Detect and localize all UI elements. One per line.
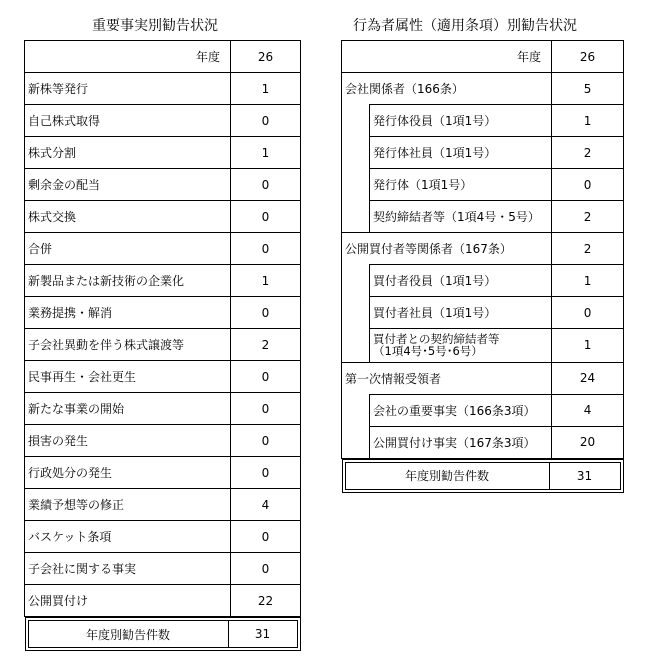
row-value: 0 (231, 201, 301, 233)
row-label: 自己株式取得 (25, 105, 231, 137)
left-table-title: 重要事実別勧告状況 (92, 18, 218, 34)
sub-value: 2 (552, 201, 624, 233)
row-value: 0 (231, 361, 301, 393)
total-label: 年度別勧告件数 (346, 463, 550, 489)
group-value: 24 (552, 362, 624, 394)
group-row (342, 73, 624, 105)
total-value: 31 (576, 468, 593, 483)
header-row (25, 41, 301, 73)
row-value: 1 (231, 73, 301, 105)
row-value: 0 (231, 297, 301, 329)
group-row (342, 362, 624, 394)
table-row (25, 393, 301, 425)
sub-row (342, 105, 624, 137)
row-value: 0 (231, 521, 301, 553)
row-value: 0 (231, 553, 301, 585)
year-value: 26 (231, 41, 301, 73)
row-value: 0 (231, 233, 301, 265)
table-row (25, 169, 301, 201)
sub-label: 買付者役員（1項1号） (370, 265, 552, 297)
table-row (25, 329, 301, 361)
total-row (342, 458, 624, 493)
row-label: 行政処分の発生 (25, 457, 231, 489)
row-value: 22 (231, 585, 301, 617)
row-label: 公開買付け (25, 585, 231, 617)
sub-value: 1 (552, 105, 624, 137)
year-value: 26 (552, 41, 624, 73)
sub-label: 会社の重要事実（166条3項） (370, 394, 552, 426)
sub-value: 0 (552, 169, 624, 201)
row-value: 0 (231, 105, 301, 137)
table-row (25, 585, 301, 617)
sub-row (342, 426, 624, 458)
row-value: 0 (231, 457, 301, 489)
sub-row (342, 137, 624, 169)
row-label: 株式分割 (25, 137, 231, 169)
group-label: 公開買付者等関係者（167条） (342, 233, 552, 265)
row-label: 合併 (25, 233, 231, 265)
group-label: 会社関係者（166条） (342, 73, 552, 105)
row-value: 4 (231, 489, 301, 521)
sub-row (342, 201, 624, 233)
row-label: 民事再生・会社更生 (25, 361, 231, 393)
year-header: 年度 (342, 41, 552, 73)
total-row (25, 617, 301, 652)
sub-value: 1 (552, 265, 624, 297)
sub-row (342, 394, 624, 426)
row-label: 損害の発生 (25, 425, 231, 457)
row-label: 子会社異動を伴う株式譲渡等 (25, 329, 231, 361)
table-row (25, 361, 301, 393)
sub-row (342, 169, 624, 201)
sub-label: 発行体（1項1号） (370, 169, 552, 201)
group-label: 第一次情報受領者 (342, 362, 552, 394)
sub-row (342, 329, 624, 363)
sub-label (370, 329, 552, 363)
table-row (25, 553, 301, 585)
sub-label-line1: 買付者との契約締結者等 (373, 332, 500, 347)
header-row (342, 41, 624, 73)
row-label: 業績予想等の修正 (25, 489, 231, 521)
sub-label: 契約締結者等（1項4号・5号） (370, 201, 552, 233)
table-row (25, 73, 301, 105)
row-label: 業務提携・解消 (25, 297, 231, 329)
table-row (25, 425, 301, 457)
row-label: 新たな事業の開始 (25, 393, 231, 425)
sub-label: 発行体社員（1項1号） (370, 137, 552, 169)
row-value: 1 (231, 137, 301, 169)
group-row (342, 233, 624, 265)
sub-label: 発行体役員（1項1号） (370, 105, 552, 137)
table-row (25, 265, 301, 297)
row-label: 新株等発行 (25, 73, 231, 105)
row-value: 1 (231, 265, 301, 297)
sub-row (342, 265, 624, 297)
row-value: 2 (231, 329, 301, 361)
table-row (25, 521, 301, 553)
sub-label: 公開買付け事実（167条3項） (370, 426, 552, 458)
sub-row (342, 297, 624, 329)
table-row (25, 297, 301, 329)
group-value: 5 (552, 73, 624, 105)
sub-value: 2 (552, 137, 624, 169)
sub-value: 20 (552, 426, 624, 458)
actor-attribute-table (341, 40, 624, 493)
row-value: 0 (231, 169, 301, 201)
row-label: 剰余金の配当 (25, 169, 231, 201)
table-row (25, 233, 301, 265)
right-table-title: 行為者属性（適用条項）別勧告状況 (353, 18, 577, 34)
table-row (25, 137, 301, 169)
row-value: 0 (231, 425, 301, 457)
table-row (25, 489, 301, 521)
material-facts-table (24, 40, 301, 651)
row-label: バスケット条項 (25, 521, 231, 553)
total-label: 年度別勧告件数 (29, 621, 229, 647)
sub-value: 4 (552, 394, 624, 426)
table-row (25, 457, 301, 489)
sub-label-line2: （1項4号･5号･6号） (373, 344, 483, 359)
row-label: 子会社に関する事実 (25, 553, 231, 585)
group-value: 2 (552, 233, 624, 265)
table-row (25, 201, 301, 233)
row-label: 株式交換 (25, 201, 231, 233)
year-header: 年度 (25, 41, 231, 73)
sub-value: 1 (552, 329, 624, 363)
row-value: 0 (231, 393, 301, 425)
row-label: 新製品または新技術の企業化 (25, 265, 231, 297)
total-value: 31 (254, 627, 271, 641)
sub-value: 0 (552, 297, 624, 329)
table-row (25, 105, 301, 137)
sub-label: 買付者社員（1項1号） (370, 297, 552, 329)
